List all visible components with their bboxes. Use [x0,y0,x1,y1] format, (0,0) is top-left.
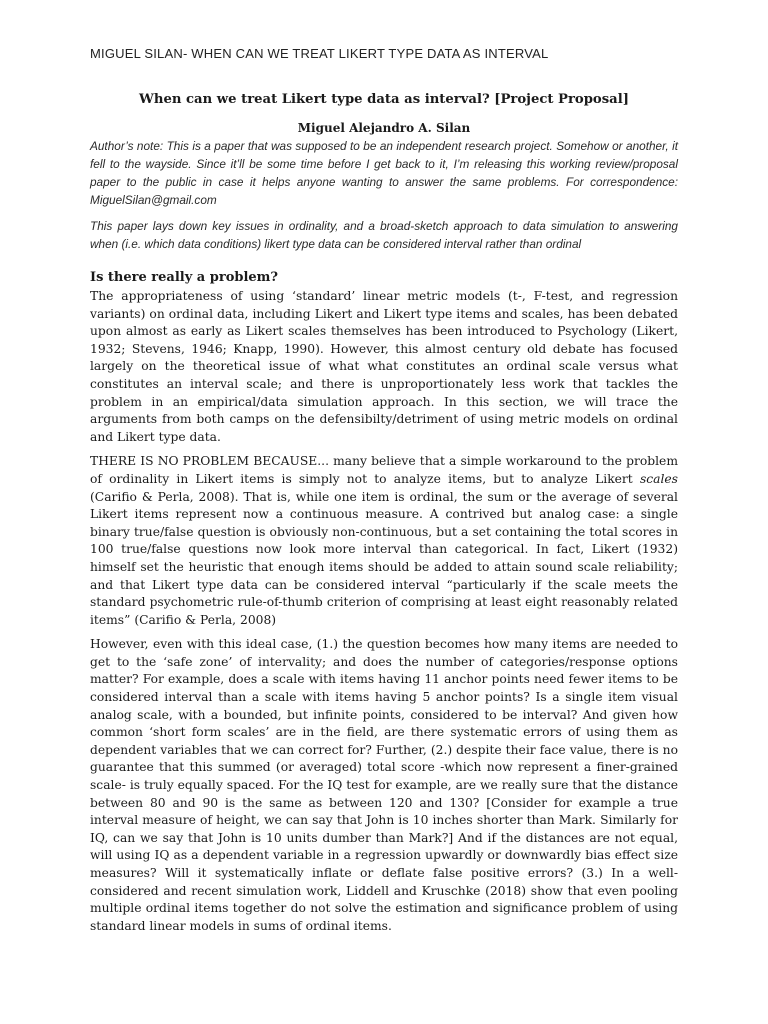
running-header: MIGUEL SILAN- WHEN CAN WE TREAT LIKERT TYPE DATA AS INTERVAL [90,46,549,61]
authors-note: Author’s note: This is a paper that was supposed to be an independent research project. Somehow or another, it fell to the wayside. Since it’ll be some time before I get back to it, I’m releasing this working review/proposal paper to the public in case it helps anyone wanting to answer the same problems. For correspondence: MiguelSilan@gmail.com [90,139,678,207]
author-name: Miguel Alejandro A. Silan [297,121,471,135]
scope-note: This paper lays down key issues in ordinality, and a broad-sketch approach to data simulation to answering when (i.e. which data conditions) likert type data can be considered interval rather than ordinal [90,219,678,251]
paragraph-2 [90,453,678,629]
paragraph-2-emphasis: scales [639,471,678,486]
paragraph-1: The appropriateness of using ‘standard’ linear metric models (t-, F-test, and regression variants) on ordinal data, including Likert and Likert type items and scales, has been debated upon almost as early as Likert scales themselves has been introduced to Psychology (Likert, 1932; Stevens, 1946; Knapp, 1990). However, this almost century old debate has focused largely on the theoretical issue of what what constitutes an ordinal scale versus what constitutes an interval scale; and there is unproportionately less work that tackles the problem in an empirical/data simulation approach. In this section, we will trace the arguments from both camps on the defensibilty/detriment of using metric models on ordinal and Likert type data. [90,289,678,444]
paragraph-2-part-2: (Carifio & Perla, 2008). That is, while one item is ordinal, the sum or the average of several Likert items represent now a continuous measure. A contrived but analog case: a single binary true/false question is obviously non-continuous, but a set containing the total scores in 100 true/false questions now look more interval than categorical. In fact, Likert (1932) himself set the heuristic that enough items should be added to attain sound scale reliability; and that Likert type data can be considered interval “particularly if the scale meets the standard psychometric rule-of-thumb criterion of comprising at least eight reasonably related items” (Carifio & Perla, 2008) [90,489,678,627]
paragraph-2-part-1: THERE IS NO PROBLEM BECAUSE... many believe that a simple workaround to the problem of ordinality in Likert items is simply not to analyze items, but to analyze Likert [90,454,678,486]
section-heading: Is there really a problem? [90,270,279,285]
paper-title: When can we treat Likert type data as interval? [Project Proposal] [139,92,629,107]
paragraph-3: However, even with this ideal case, (1.) the question becomes how many items are needed to get to the ‘safe zone’ of intervality; and does the number of categories/response options matter? For example, does a scale with items having 11 anchor points need fewer items to be considered interval than a scale with items having 5 anchor points? Is a single item visual analog scale, with a bounded, but infinite points, considered to be interval? And given how common ‘short form scales’ are in the field, are there systematic errors of using them as dependent variables that we can correct for? Further, (2.) despite their face value, there is no guarantee that this summed (or averaged) total score -which now represent a finer-grained scale- is truly equally spaced. For the IQ test for example, are we really sure that the distance between 80 and 90 is the same as between 120 and 130? [Consider for example a true interval measure of height, we can say that John is 10 inches shorter than Mark. Similarly for IQ, can we say that John is 10 units dumber than Mark?] And if the distances are not equal, will using IQ as a dependent variable in a regression upwardly or downwardly bias effect size measures? Will it systematically inflate or deflate false positive errors? (3.) In a well-considered and recent simulation work, Liddell and Kruschke (2018) show that even pooling multiple ordinal items together do not solve the estimation and significance problem of using standard linear models in sums of ordinal items. [90,637,678,933]
paper-body [90,91,678,942]
